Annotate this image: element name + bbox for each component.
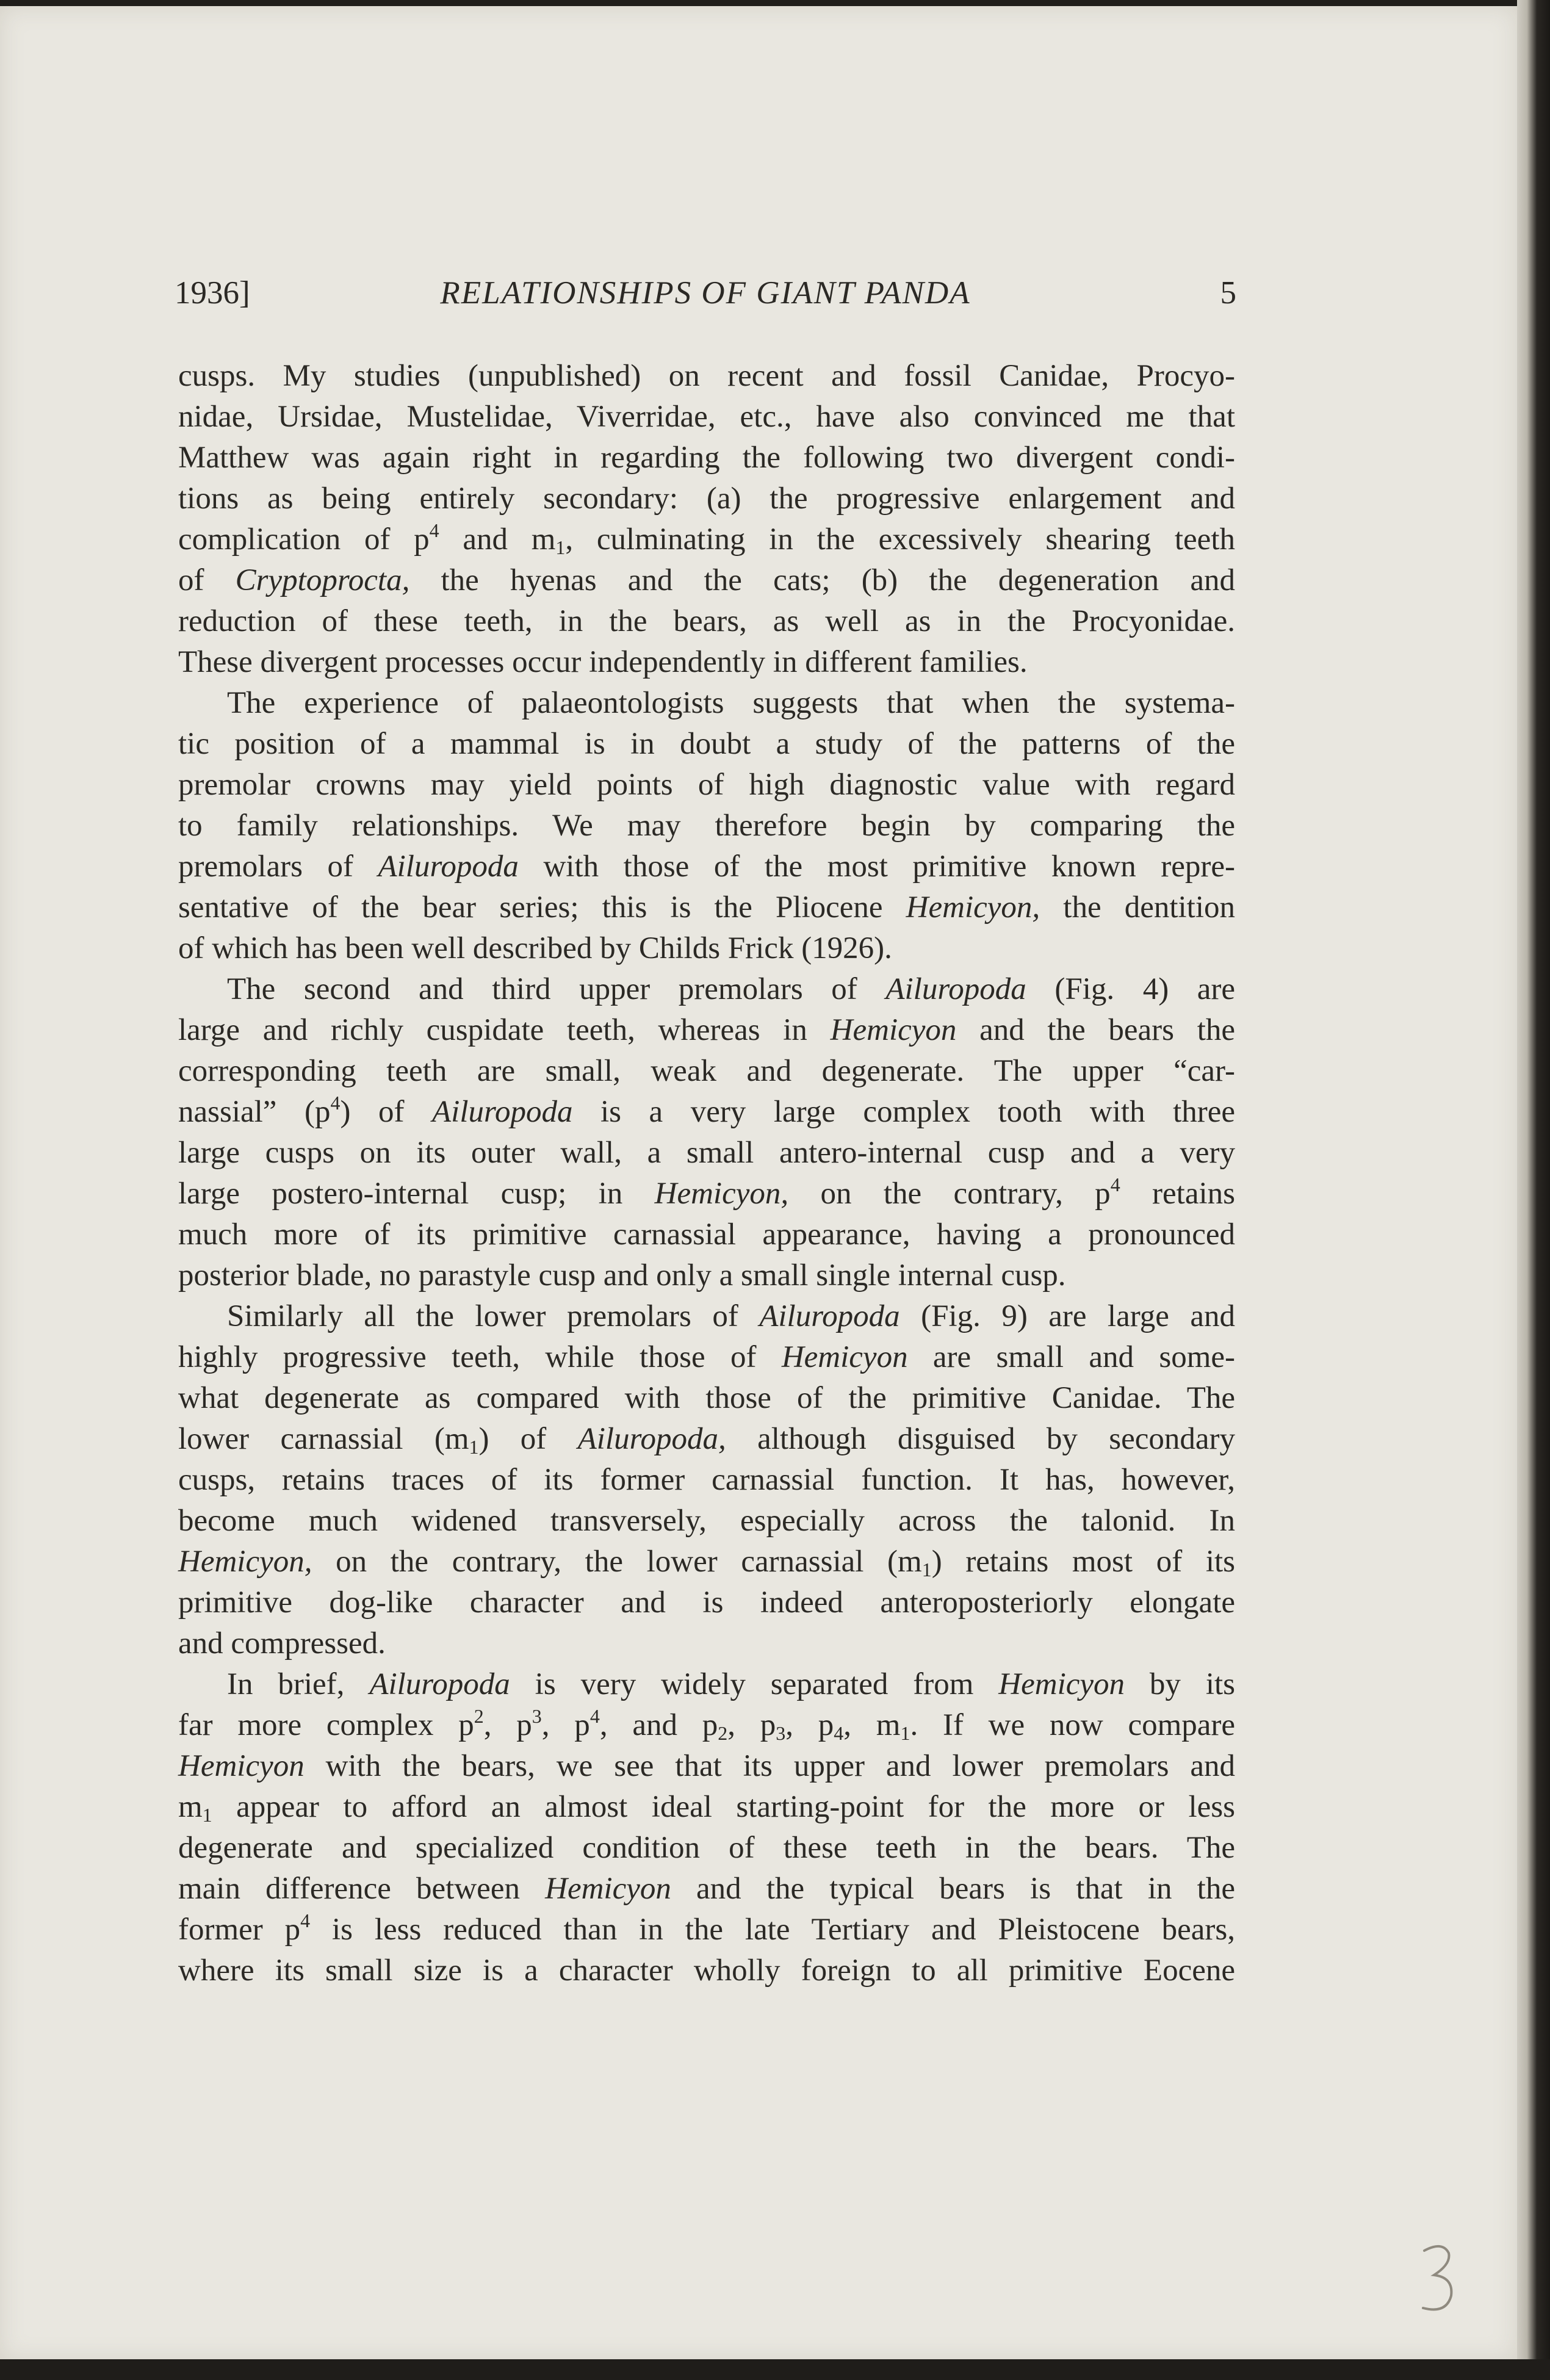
scan-bottom-border	[0, 2359, 1550, 2380]
subscript: 1	[900, 1722, 910, 1744]
text-line	[178, 683, 1235, 724]
text-line	[178, 356, 1235, 397]
subscript: 1	[202, 1804, 212, 1826]
text-line	[178, 1051, 1235, 1092]
superscript: 2	[474, 1705, 484, 1727]
text-line	[178, 928, 1235, 969]
text-line	[178, 642, 1235, 683]
text-run: main difference between	[178, 1872, 546, 1906]
italic-text: Hemicyon	[781, 1340, 908, 1374]
text-line	[178, 765, 1235, 806]
text-run: is less reduced than in the late Tertiary and Pleistocene bears,	[310, 1913, 1235, 1947]
text-line	[178, 519, 1235, 560]
running-title: RELATIONSHIPS OF GIANT PANDA	[440, 275, 971, 311]
italic-text: Ailuropoda,	[577, 1422, 726, 1456]
text-run: appear to afford an almost ideal starting-point for the more or less	[212, 1790, 1235, 1824]
text-run: where its small size is a character wholly foreign to all primitive Eocene	[178, 1953, 1235, 1988]
italic-text: Hemicyon	[830, 1013, 957, 1047]
text-line	[178, 1296, 1235, 1337]
text-run: although disguised by secondary	[726, 1422, 1235, 1456]
text-run: premolar crowns may yield points of high diagnostic value with regard	[178, 768, 1235, 802]
superscript: 4	[589, 1705, 600, 1727]
superscript: 4	[330, 1092, 341, 1114]
italic-text: Ailuropoda	[378, 849, 519, 884]
italic-text: Hemicyon,	[178, 1545, 312, 1579]
text-run: of	[178, 563, 236, 597]
text-run: and the bears the	[956, 1013, 1236, 1047]
text-line	[178, 1869, 1235, 1909]
text-run: large cusps on its outer wall, a small antero-internal cusp and a very	[178, 1136, 1235, 1170]
text-run: ) of	[340, 1095, 432, 1129]
book-page	[0, 6, 1517, 2360]
text-run: reduction of these teeth, in the bears, as well as in the Procyonidae.	[178, 604, 1235, 638]
text-run: Similarly all the lower premolars of	[227, 1299, 760, 1333]
text-run: tions as being entirely secondary: (a) the progressive enlargement and	[178, 481, 1235, 516]
text-run: retains	[1120, 1177, 1235, 1211]
text-line	[178, 1460, 1235, 1501]
italic-text: Hemicyon,	[654, 1177, 789, 1211]
text-line	[178, 1746, 1235, 1787]
text-run: The second and third upper premolars of	[227, 972, 886, 1006]
text-run: become much widened transversely, especially across the talonid. In	[178, 1504, 1235, 1538]
text-line	[178, 1950, 1235, 1991]
text-line	[178, 478, 1235, 519]
text-run: corresponding teeth are small, weak and degenerate. The upper “car-	[178, 1054, 1235, 1088]
italic-text: Ailuropoda	[432, 1095, 573, 1129]
italic-text: Cryptoprocta,	[235, 563, 410, 597]
text-run: former p	[178, 1913, 301, 1947]
text-run: cusps, retains traces of its former carnassial function. It has, however,	[178, 1463, 1235, 1497]
text-line	[178, 846, 1235, 887]
italic-text: Ailuropoda	[759, 1299, 900, 1333]
text-run: (Fig. 4) are	[1026, 972, 1235, 1006]
text-line	[178, 601, 1235, 642]
superscript: 4	[429, 519, 439, 541]
text-line	[178, 969, 1235, 1010]
text-line	[178, 397, 1235, 438]
body-text	[178, 356, 1235, 1991]
text-line	[178, 1909, 1235, 1950]
text-run: cusps. My studies (unpublished) on recent and fossil Canidae, Procyo-	[178, 359, 1235, 393]
italic-text: Hemicyon	[178, 1749, 305, 1783]
text-line	[178, 1378, 1235, 1419]
text-line	[178, 1337, 1235, 1378]
text-run: highly progressive teeth, while those of	[178, 1340, 782, 1374]
superscript: 4	[1110, 1174, 1120, 1195]
italic-text: Hemicyon	[998, 1667, 1125, 1701]
text-line	[178, 1174, 1235, 1214]
text-run: sentative of the bear series; this is the Pliocene	[178, 890, 906, 925]
text-run: is very widely separated from	[510, 1667, 999, 1701]
text-run: degenerate and specialized condition of these teeth in the bears. The	[178, 1831, 1235, 1865]
text-run: , p	[541, 1708, 590, 1742]
text-run: with those of the most primitive known repre-	[518, 849, 1235, 884]
text-run: , culminating in the excessively shearing teeth	[565, 522, 1235, 557]
subscript: 1	[555, 536, 566, 558]
text-run: . If we now compare	[910, 1708, 1236, 1742]
text-run: with the bears, we see that its upper and lower premolars and	[304, 1749, 1235, 1783]
text-run: far more complex p	[178, 1708, 474, 1742]
text-run: by its	[1125, 1667, 1236, 1701]
text-run: complication of p	[178, 522, 430, 557]
text-run: and compressed.	[178, 1626, 386, 1661]
text-run: what degenerate as compared with those of the primitive Canidae. The	[178, 1381, 1235, 1415]
italic-text: Hemicyon,	[906, 890, 1040, 925]
page-number: 5	[1220, 275, 1236, 311]
text-line	[178, 1010, 1235, 1051]
text-line	[178, 724, 1235, 765]
text-run: These divergent processes occur independently in different families.	[178, 645, 1028, 679]
text-run: nidae, Ursidae, Mustelidae, Viverridae, etc., have also convinced me that	[178, 400, 1235, 434]
text-run: is a very large complex tooth with three	[572, 1095, 1236, 1129]
text-line	[178, 1542, 1235, 1582]
text-line	[178, 1582, 1235, 1623]
text-line	[178, 1705, 1235, 1746]
text-run: (Fig. 9) are large and	[899, 1299, 1235, 1333]
text-line	[178, 1828, 1235, 1869]
text-run: on the contrary, p	[788, 1177, 1111, 1211]
subscript: 1	[921, 1559, 932, 1581]
text-line	[178, 1419, 1235, 1460]
text-line	[178, 1664, 1235, 1705]
text-line	[178, 1787, 1235, 1828]
superscript: 4	[300, 1909, 311, 1931]
italic-text: Hemicyon	[545, 1872, 671, 1906]
text-run: m	[178, 1790, 203, 1824]
text-run: the dentition	[1040, 890, 1236, 925]
text-run: In brief,	[227, 1667, 370, 1701]
text-run: large postero-internal cusp; in	[178, 1177, 655, 1211]
text-run: Matthew was again right in regarding the following two divergent condi-	[178, 441, 1235, 475]
text-run: posterior blade, no parastyle cusp and only a small single internal cusp.	[178, 1258, 1066, 1293]
header-year: 1936]	[175, 275, 250, 311]
text-line	[178, 1255, 1235, 1296]
subscript: 3	[776, 1722, 786, 1744]
text-run: The experience of palaeontologists suggests that when the systema-	[227, 686, 1235, 720]
text-line	[178, 1501, 1235, 1542]
page-edge	[1517, 0, 1550, 2380]
text-run: , m	[843, 1708, 901, 1742]
text-run: on the contrary, the lower carnassial (m	[312, 1545, 922, 1579]
text-run: primitive dog-like character and is indeed anteroposteriorly elongate	[178, 1585, 1235, 1620]
pencil-page-mark	[1413, 2240, 1462, 2319]
subscript: 2	[718, 1722, 728, 1744]
italic-text: Ailuropoda	[885, 972, 1026, 1006]
text-run: are small and some-	[907, 1340, 1235, 1374]
text-line	[178, 1214, 1235, 1255]
text-run: of which has been well described by Childs Frick (1926).	[178, 931, 892, 965]
text-line	[178, 560, 1235, 601]
text-line	[178, 887, 1235, 928]
text-run: and m	[439, 522, 556, 557]
text-run: tic position of a mammal is in doubt a study of the patterns of the	[178, 727, 1235, 761]
text-line	[178, 1092, 1235, 1133]
text-run: the hyenas and the cats; (b) the degeneration and	[409, 563, 1235, 597]
subscript: 1	[469, 1436, 479, 1458]
superscript: 3	[532, 1705, 542, 1727]
text-run: much more of its primitive carnassial appearance, having a pronounced	[178, 1217, 1235, 1252]
text-run: large and richly cuspidate teeth, whereas in	[178, 1013, 831, 1047]
text-line	[178, 806, 1235, 846]
text-run: ) of	[478, 1422, 578, 1456]
text-run: , p	[483, 1708, 532, 1742]
text-run: and the typical bears is that in the	[671, 1872, 1235, 1906]
text-run: premolars of	[178, 849, 378, 884]
text-run: , p	[785, 1708, 834, 1742]
text-run: ) retains most of its	[931, 1545, 1236, 1579]
italic-text: Ailuropoda	[369, 1667, 510, 1701]
text-line	[178, 1623, 1235, 1664]
text-run: lower carnassial (m	[178, 1422, 469, 1456]
text-line	[178, 1133, 1235, 1174]
running-header	[175, 275, 1236, 317]
text-line	[178, 438, 1235, 478]
text-run: to family relationships. We may therefore begin by comparing the	[178, 809, 1235, 843]
subscript: 4	[834, 1722, 844, 1744]
text-run: nassial” (p	[178, 1095, 331, 1129]
text-run: , and p	[599, 1708, 718, 1742]
text-run: , p	[727, 1708, 776, 1742]
